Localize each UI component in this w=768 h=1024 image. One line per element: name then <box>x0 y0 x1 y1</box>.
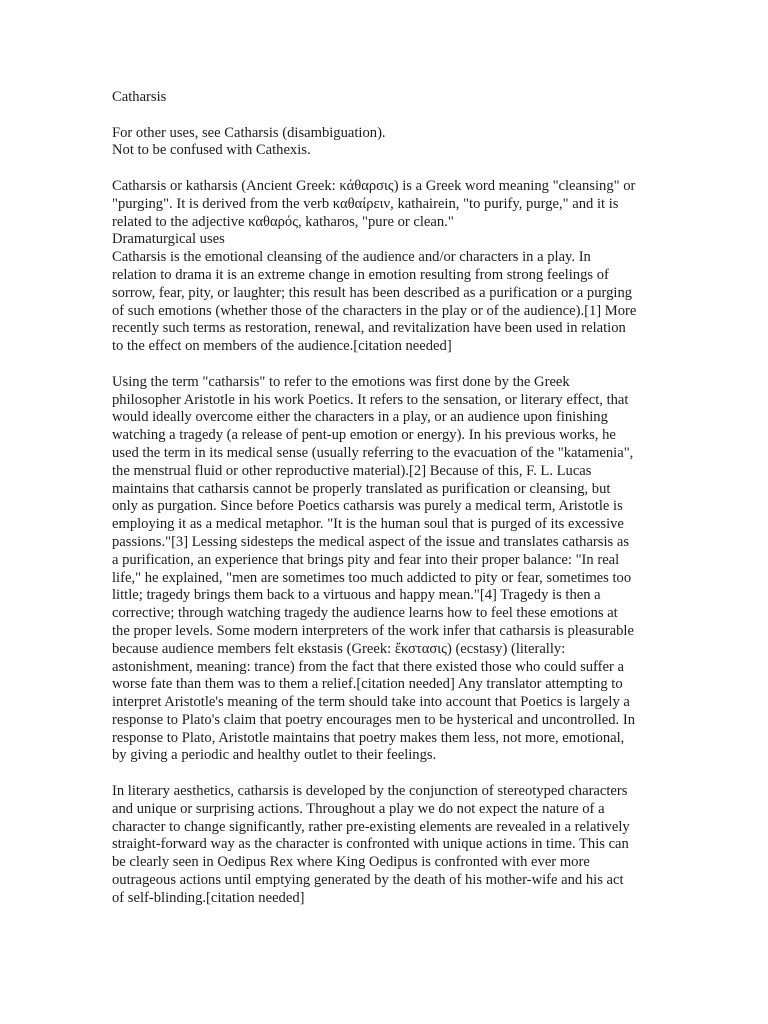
intro-paragraph: Catharsis or katharsis (Ancient Greek: κάθαρσις) is a Greek word meaning "cleansing" or "purging". It is derived from the verb καθαίρειν, kathairein, "to purify, purge," and it is related to the adjective καθαρός, katharos, "pure or clean." <box>112 177 636 230</box>
body-paragraph-1: Catharsis is the emotional cleansing of the audience and/or characters in a play. In relation to drama it is an extreme change in emotion resulting from strong feelings of sorrow, fear, pity, or laughter; this result has been described as a purification or a purging of such emotions (whether those of the characters in the play or of the audience).[1] More recently such terms as restoration, renewal, and revitalization have been used in relation to the effect on members of the audience.[citation needed] <box>112 249 637 355</box>
spacer <box>112 356 712 374</box>
hatnote-not-confused: Not to be confused with Cathexis. <box>112 142 311 159</box>
spacer <box>112 765 712 783</box>
document-title: Catharsis <box>112 89 167 105</box>
body-paragraph-3: In literary aesthetics, catharsis is developed by the conjunction of stereotyped characters and unique or surprising actions. Throughout a play we do not expect the nature of a character to change significantly, rather pre-existing elements are revealed in a relatively straight-forward way as the character is confronted with unique actions in time. This can be clearly seen in Oedipus Rex where King Oedipus is confronted with ever more outrageous actions until emptying generated by the death of his mother-wife and his act of self-blinding.[citation needed] <box>112 783 630 906</box>
section-heading: Dramaturgical uses <box>112 231 225 248</box>
hatnote-other-uses: For other uses, see Catharsis (disambiguation). <box>112 124 386 141</box>
document-page <box>112 89 712 908</box>
spacer <box>112 107 712 125</box>
spacer <box>112 160 712 178</box>
body-paragraph-2: Using the term "catharsis" to refer to the emotions was first done by the Greek philosopher Aristotle in his work Poetics. It refers to the sensation, or literary effect, that would ideally overcome either the characters in a play, or an audience upon finishing watching a tragedy (a release of pent-up emotion or energy). In his previous works, he used the term in its medical sense (usually referring to the evacuation of the "katamenia", the menstrual fluid or other reproductive material).[2] Because of this, F. L. Lucas maintains that catharsis cannot be properly translated as purification or cleansing, but only as purgation. Since before Poetics catharsis was purely a medical term, Aristotle is employing it as a medical metaphor. "It is the human soul that is purged of its excessive passions."[3] Lessing sidesteps the medical aspect of the issue and translates catharsis as a purification, an experience that brings pity and fear into their proper balance: "In real life," he explained, "men are sometimes too much addicted to pity or fear, sometimes too little; tragedy brings them back to a virtuous and happy mean."[4] Tragedy is then a corrective; through watching tragedy the audience learns how to feel these emotions at the proper levels. Some modern interpreters of the work infer that catharsis is pleasurable because audience members felt ekstasis (Greek: ἔκστασις) (ecstasy) (literally: astonishment, meaning: trance) from the fact that there existed those who could suffer a worse fate than them was to them a relief.[citation needed] Any translator attempting to interpret Aristotle's meaning of the term should take into account that Poetics is largely a response to Plato's claim that poetry encourages men to be hysterical and uncontrolled. In response to Plato, Aristotle maintains that poetry makes them less, not more, emotional, by giving a periodic and healthy outlet to their feelings. <box>112 373 635 764</box>
